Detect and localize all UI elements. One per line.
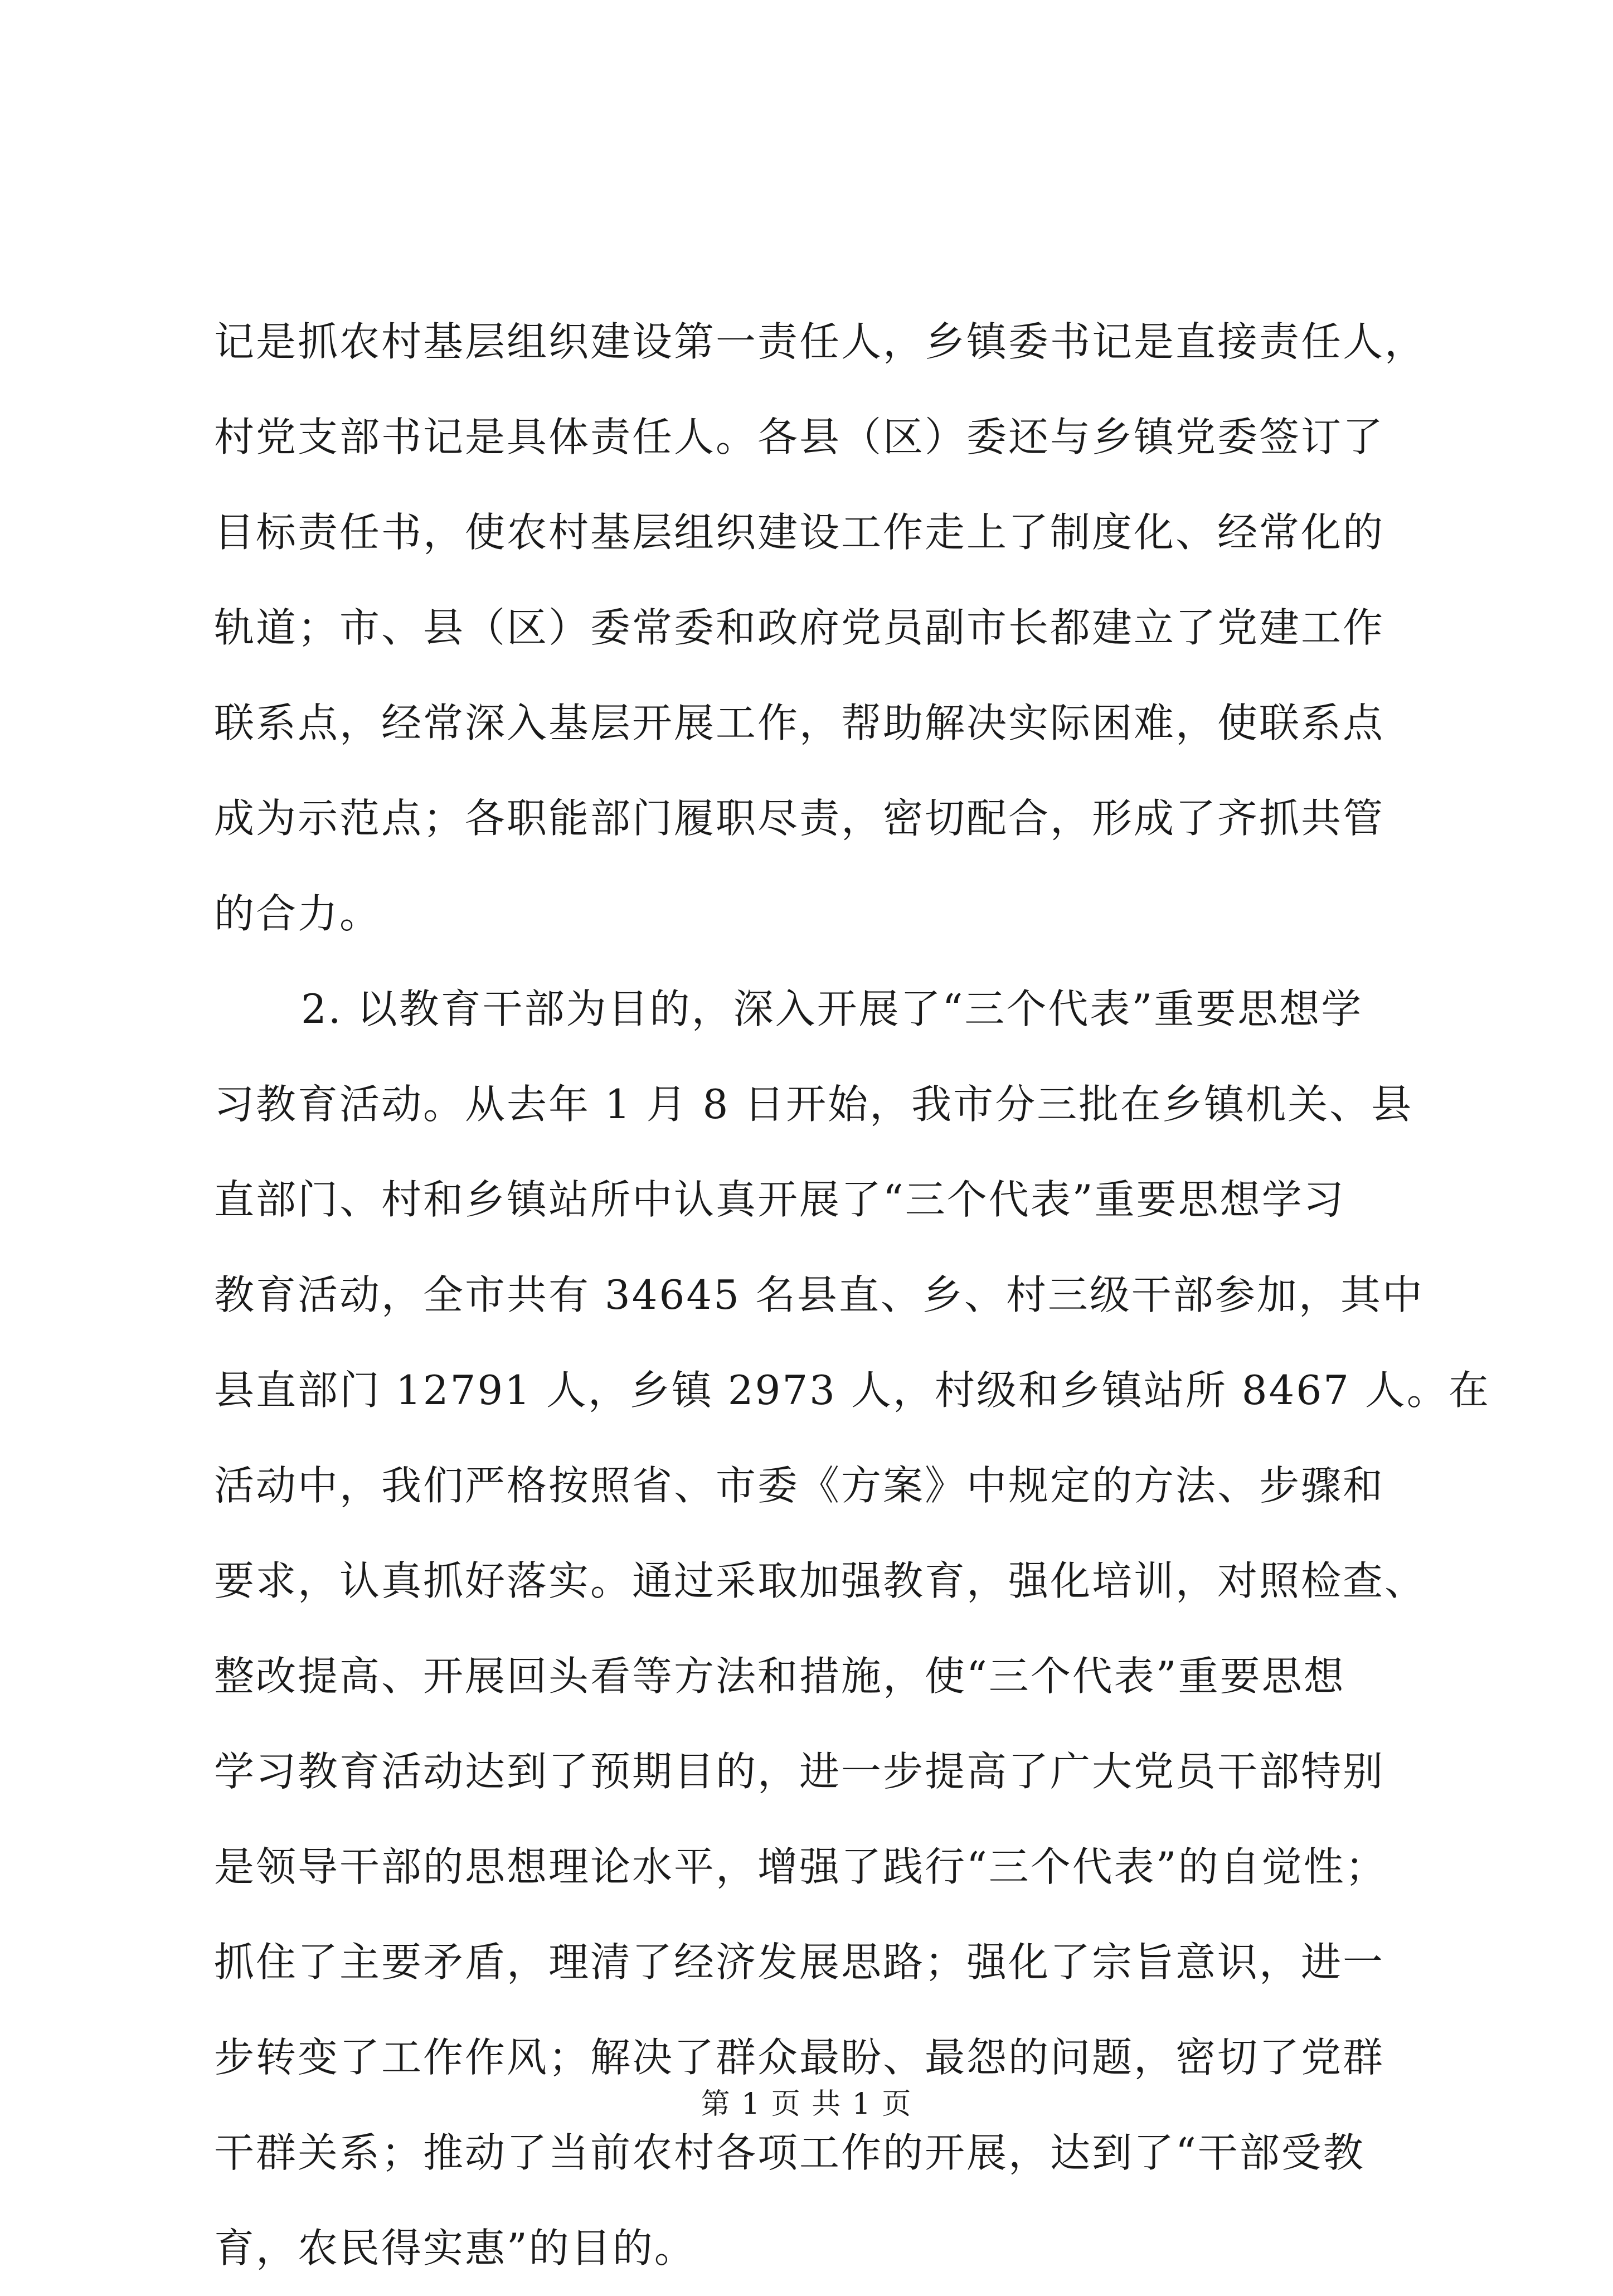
text-line: 联系点，经常深入基层开展工作，帮助解决实际困难，使联系点: [214, 700, 1385, 746]
text-line: 的合力。: [214, 890, 382, 937]
text-line: 轨道；市、县（区）委常委和政府党员副市长都建立了党建工作: [214, 604, 1385, 651]
text-line: 成为示范点；各职能部门履职尽责，密切配合，形成了齐抓共管: [214, 795, 1385, 842]
text-line: 干群关系；推动了当前农村各项工作的开展，达到了“干部受教: [214, 2129, 1365, 2176]
text-line: 育，农民得实惠”的目的。: [214, 2225, 696, 2271]
text-line: 抓住了主要矛盾，理清了经济发展思路；强化了宗旨意识，进一: [214, 1939, 1385, 1986]
text-line: 教育活动，全市共有 34645 名县直、乡、村三级干部参加，其中: [214, 1271, 1424, 1318]
text-line: 要求，认真抓好落实。通过采取加强教育，强化培训，对照检查、: [214, 1557, 1427, 1604]
text-line: 学习教育活动达到了预期目的，进一步提高了广大党员干部特别: [214, 1748, 1385, 1795]
text-line: 记是抓农村基层组织建设第一责任人，乡镇委书记是直接责任人，: [214, 318, 1427, 365]
text-line: 目标责任书，使农村基层组织建设工作走上了制度化、经常化的: [214, 509, 1385, 556]
text-line: 活动中，我们严格按照省、市委《方案》中规定的方法、步骤和: [214, 1462, 1385, 1509]
paragraph-2-first-line: 2. 以教育干部为目的，深入开展了“三个代表”重要思想学: [301, 986, 1363, 1032]
text-line: 是领导干部的思想理论水平，增强了践行“三个代表”的自觉性；: [214, 1843, 1387, 1890]
text-line: 步转变了工作作风；解决了群众最盼、最怨的问题，密切了党群: [214, 2034, 1385, 2081]
text-line: 县直部门 12791 人，乡镇 2973 人，村级和乡镇站所 8467 人。在: [214, 1367, 1490, 1414]
text-line: 直部门、村和乡镇站所中认真开展了“三个代表”重要思想学习: [214, 1176, 1345, 1223]
page-number-footer: 第 1 页 共 1 页: [701, 2088, 912, 2121]
document-body: [214, 294, 1490, 2296]
text-line: 整改提高、开展回头看等方法和措施，使“三个代表”重要思想: [214, 1653, 1345, 1700]
text-line: 习教育活动。从去年 1 月 8 日开始，我市分三批在乡镇机关、县: [214, 1081, 1413, 1128]
text-line: 村党支部书记是具体责任人。各县（区）委还与乡镇党委签订了: [214, 414, 1385, 460]
